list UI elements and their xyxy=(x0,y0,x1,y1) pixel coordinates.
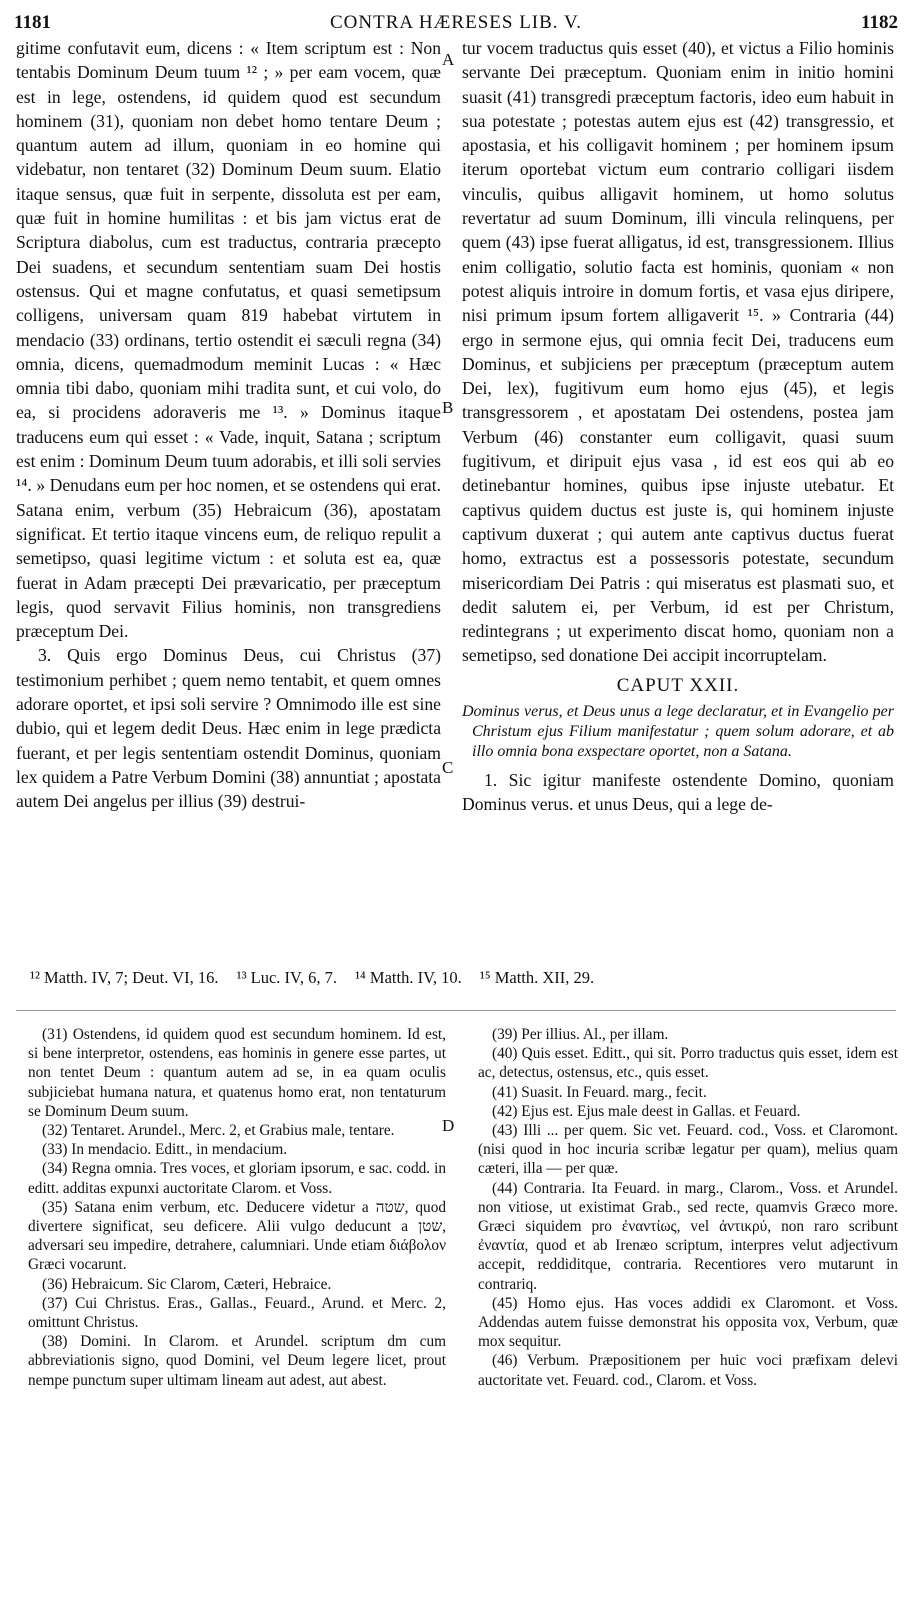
page-number-left: 1181 xyxy=(14,12,51,33)
footnote: (36) Hebraicum. Sic Clarom, Cæteri, Hebraice. xyxy=(42,1275,332,1293)
scripture-references xyxy=(30,968,892,988)
caput-title: CAPUT XXII. xyxy=(616,674,740,696)
right-paragraph-2: 1. Sic igitur manifeste ostendente Domino, quoniam Dominus verus. et unus Deus, qui a lege de- xyxy=(462,770,894,815)
footnotes-right xyxy=(478,1025,898,1585)
footnote: (46) Verbum. Præpositionem per huic voci præfixam delevi auctoritate vet. Feuard. cod., Clarom. et Voss. xyxy=(478,1352,898,1389)
right-paragraph-1: tur vocem traductus quis esset (40), et victus a Filio hominis servante Dei præceptum. Quoniam enim in initio homini suasit (41) transgredi præceptum factoris, ideo eum habuit in sua potestate ; potestas autem ejus est (42) transgressio, et apostasia, et his colligavit hominem ; per hominem ipsum iterum oportebat victum eum contrario colligari iisdem vinculis, quibus alligavit hominem, ut homo solutus revertatur ad suum Dominum, illi vincula relinquens, per quem (43) ipse fuerat alligatus, id est, transgressionem. Illius enim colligatio, solutio facta est hominis, quoniam « non potest aliquis introire in domum fortis, et vasa ejus diripere, nisi primum ipsum fortem alligaverit ¹⁵. » Contraria (44) ergo in sermone ejus, qui omnia fecit Dei, traducens eum Dominus, et subjiciens per præceptum (præceptum autem Dei, lex), fugitivum eum homo ejus (45), et legis transgressorem , et apostatam Dei ostendens, postea jam Verbum (46) constanter eum colligavit, quasi suum fugitivum, et diripuit ejus vasa , id est eos qui ab eo detinebantur homines, quibus ipse injuste utebatur. Et captivus quidem ductus est juste is, qui hominem injuste captivum duxerat ; qui autem ante captivus ductus fuerat homo, extractus est a possessoris potestate, secundum misericordiam Dei Patris : qui miseratus est plasmati suo, et dedit salutem ei, per Verbum, id est per Christum, redintegrans ; ut experimento discat homo, quoniam non a semetipso, sed donatione Dei accipit incorruptelam. xyxy=(462,38,894,666)
footnote: (44) Contraria. Ita Feuard. in marg., Clarom., Voss. et Arundel. non vitiose, ut existimat Grab., sed recte, quamvis Græco more. Græci siquidem pro ἐναντίως, vel ἀντικρύ, non raro scribunt ἐναντία, quod et ab Irenæo scriptum, interpres velut adjectivum accepit, reddiditque, contraria. Recentiores vero mutarunt in contrariq. xyxy=(478,1179,898,1293)
scripture-ref: ¹⁵ Matth. XII, 29. xyxy=(479,968,595,987)
footnote: (31) Ostendens, id quidem quod est secundum hominem. Id est, si bene interpretor, ostendens, eas hominis in genere esse partes, ut non tentet Deum : quantum autem ad se, in ea quam oculis subjiciebat humana natura, et quatenus homo erat, non tentaturum se Dominum Deum suum. xyxy=(28,1026,446,1120)
footnote: (39) Per illius. Al., per illam. xyxy=(492,1026,669,1043)
footnote: (34) Regna omnia. Tres voces, et gloriam ipsorum, e sac. codd. in editt. additas expunxi auctoritate Clarom. et Voss. xyxy=(28,1160,446,1197)
margin-marker-b: B xyxy=(442,398,454,417)
margin-markers xyxy=(440,36,462,1135)
footnote: (35) Satana enim verbum, etc. Deducere videtur a שטה, quod divertere significat, seu deficere. Alii vulgo deducunt a שטן, adversari seu impedire, detrahere, calumniari. Unde etiam διάβολον Græci vocarunt. xyxy=(28,1198,446,1274)
scripture-ref: ¹³ Luc. IV, 6, 7. xyxy=(236,968,337,987)
footnote-divider xyxy=(16,1010,896,1011)
footnote: (40) Quis esset. Editt., qui sit. Porro traductus quis esset, idem est ac, detectus, ostensus, etc., quis esset. xyxy=(478,1045,898,1082)
footnote: (37) Cui Christus. Eras., Gallas., Feuard., Arund. et Merc. 2, omittunt Christus. xyxy=(28,1294,446,1332)
footnote: (38) Domini. In Clarom. et Arundel. scriptum dm cum abbreviationis signo, quod Domini, vel Deum legere licet, prout nempe punctum super ultimam lineam aut adest, aut abest. xyxy=(28,1333,446,1389)
margin-marker-a: A xyxy=(442,50,455,69)
margin-marker-c: C xyxy=(442,758,454,777)
left-paragraph-2: 3. Quis ergo Dominus Deus, cui Christus (37) testimonium perhibet ; quem nemo tentabit, et quem omnes adorare oportet, et ipsi soli servire ? Omnimodo ille est sine dubio, qui et legem dedit Deus. Hæc enim in lege prædicta fuerant, et per legis sententiam ostendit Dominus, quoniam lex quidem a Patre Verbum Domini (38) annuntiat ; apostata autem Dei angelus per illius (39) destrui- xyxy=(16,645,441,812)
running-title: CONTRA HÆRESES LIB. V. xyxy=(330,12,582,33)
footnote: (43) Illi ... per quem. Sic vet. Feuard. cod., Voss. et Claromont. (nisi quod in hoc incuria scribæ legatur per quam), melius quam cæteri, illa — per quæ. xyxy=(478,1122,898,1178)
page-number-right: 1182 xyxy=(861,12,898,33)
footnotes-left xyxy=(28,1025,446,1585)
right-column xyxy=(462,36,894,956)
footnote: (42) Ejus est. Ejus male deest in Gallas. et Feuard. xyxy=(492,1102,801,1120)
scripture-ref: ¹⁴ Matth. IV, 10. xyxy=(355,968,462,987)
left-paragraph-1: gitime confutavit eum, dicens : « Item scriptum est : Non tentabis Dominum Deum tuum ¹² ; » per eam vocem, quæ est in lege, ostendens, id quidem quod est secundum hominem (31), quoniam non debet homo tentare Deum ; quantum autem ad illum, quoniam in eo homine qui videbatur, non tentaret (32) Dominum Deum suum. Elatio itaque sensus, quæ fuit in serpente, dissoluta est per eam, quæ fuit in homine humilitas : et bis jam victus erat de Scriptura diabolus, cum est traductus, contraria præcepto Dei suadens, et secundum sententiam suam Dei hostis ostensus. Qui et magne confutatus, et quasi semetipsum colligens, universam quam 819 habebat virtutem in mendacio (33) ordinans, tertio ostendit ei sæculi regna (34) omnia, dicens, quemadmodum meminit Lucas : « Hæc omnia tibi dabo, quoniam mihi tradita sunt, et cui volo, do ea, si procidens adoraveris me ¹³. » Dominus itaque traducens eum qui esset : « Vade, inquit, Satana ; scriptum est enim : Dominum Deum tuum adorabis, et illi soli servies ¹⁴. » Denudans eum per hoc nomen, et se ostendens qui erat. Satana enim, verbum (35) Hebraicum (36), apostatam significat. Et tertio itaque vincens eum, de reliquo repulit a semetipso, quasi legitime victum : et soluta est ea, quæ fuerat in Adam præcepti Dei prævaricatio, per præceptum legis, quod servavit Filius hominis, non transgrediens præceptum Dei. xyxy=(16,38,441,642)
caput-summary: Dominus verus, et Deus unus a lege declaratur, et in Evangelio per Christum ejus Filium manifestatur ; quem solum adorare, et ab illo omnia bona exspectare oportet, non a Satana. xyxy=(462,703,894,761)
left-column xyxy=(16,36,441,956)
footnote: (41) Suasit. In Feuard. marg., fecit. xyxy=(492,1083,707,1101)
footnote: (45) Homo ejus. Has voces addidi ex Claromont. et Voss. Addendas autem fuisse demonstrat his opposita vox, Verbum, quæ mox sequitur. xyxy=(478,1294,898,1351)
page-header xyxy=(14,12,898,36)
scripture-ref: ¹² Matth. IV, 7; Deut. VI, 16. xyxy=(30,968,219,987)
footnote: (33) In mendacio. Editt., in mendacium. xyxy=(42,1141,288,1159)
margin-marker-d: D xyxy=(442,1116,455,1135)
footnote: (32) Tentaret. Arundel., Merc. 2, et Grabius male, tentare. xyxy=(42,1122,395,1140)
